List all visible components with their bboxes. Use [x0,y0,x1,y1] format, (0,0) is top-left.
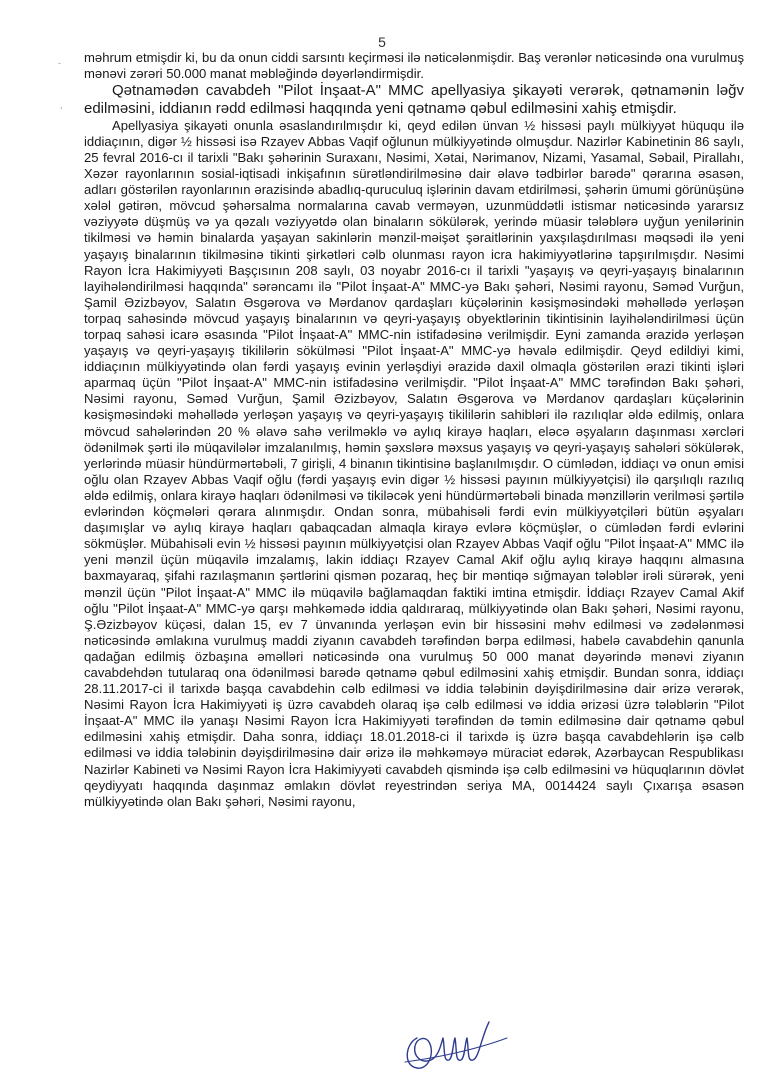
page-number: 5 [378,34,386,50]
margin-mark: , [60,100,63,110]
paragraph-continuation: məhrum etmişdir ki, bu da onun ciddi sarsıntı keçirməsi ilə nəticələnmişdir. Baş verənlər nəticəsində ona vurulmuş mənəvi zərəri 50.000 manat məbləğində dəyərləndirmişdir. [84,50,744,82]
paragraph-appeal-request: Qətnamədən cavabdeh "Pilot İnşaat-A" MMC apellyasiya şikayəti verərək, qətnamənin ləğv edilməsini, iddianın rədd edilməsi haqqında yeni qətnamə qəbul edilməsini xahiş etmişdir. [84,82,744,117]
margin-mark: - [58,58,61,68]
document-body [84,50,744,810]
paragraph-appeal-grounds: Apellyasiya şikayəti onunla əsaslandırılmışdır ki, qeyd edilən ünvan ½ hissəsi paylı mülkiyyət hüququ ilə iddiaçının, digər ½ hissəsi isə Rzayev Abbas Vaqif oğlunun mülkiyyətində olmuşdur. Nazirlər Kabinetinin 86 saylı, 25 fevral 2016-cı il tarixli "Bakı şəhərinin Suraxanı, Nəsimi, Xətai, Nərimanov, Nizami, Yasamal, Səbail, Pirallahı, Xəzər rayonlarının sosial-iqtisadi inkişafının sürətləndirilməsinə dair əlavə tədbirlər barədə" qərarına əsasən, adları göstərilən rayonlarının ərazisində abadlıq-quruculuq işlərinin davam etdirilməsi, şəhərin ümumi görünüşünə xələl gətirən, mövcud şəhərsalma normalarına cavab verməyən, uzunmüddətli istismar nəticəsində yararsız vəziyyətə düşmüş və ya qəzalı vəziyyətdə olan binaların sökülərək, yerində müasir tələblərə uyğun yenilərinin tikilməsi və həmin binalarda yaşayan sakinlərin mənzil-məişət şəraitlərinin yaxşılaşdırılması məqsədi ilə yeni yaşayış binalarının tikilməsinə tikinti şirkətləri cəlb olunması rayon icra hakimiyyətlərinə tapşırılmışdır. Nəsimi Rayon İcra Hakimiyyəti Başçısının 208 saylı, 03 noyabr 2016-cı il tarixli "yaşayış və qeyri-yaşayış binalarının layihələndirilməsi haqqında" sərəncamı ilə "Pilot İnşaat-A" MMC-yə Bakı şəhəri, Nəsimi rayonu, Səməd Vurğun, Şamil Əzizbəyov, Salatın Əsgərova və Mərdanov qardaşları küçələrinin kəsişməsindəki məhəllədə yerləşən torpaq sahəsində mövcud yaşayış binalarının və qeyri-yaşayış obyektlərinin tikintisinin layihələndirilməsi üçün torpaq sahəsi icarə əsasında "Pilot İnşaat-A" MMC-nin istifadəsinə verilmişdir. Eyni zamanda ərazidə yerləşən yaşayış və qeyri-yaşayış tikililərin sökülməsi "Pilot İnşaat-A" MMC-yə həvalə edilmişdir. Qeyd edildiyi kimi, iddiaçının mülkiyyətində olan fərdi yaşayış evinin yerləşdiyi ərazidə daxil olmaqla göstərilən ərazi tikinti işləri aparmaq üçün "Pilot İnşaat-A" MMC-nin istifadəsinə verilmişdir. "Pilot İnşaat-A" MMC tərəfindən Bakı şəhəri, Nəsimi rayonu, Səməd Vurğun, Şamil Əzizbəyov, Salatın Əsgərova və Mərdanov qardaşları küçələrinin kəsişməsindəki məhəllədə yerləşən yaşayış və qeyri-yaşayış tikililərin sahibləri ilə razılıqlar əldə edilmiş, onlara mövcud sahələrindən 20 % əlavə sahə verilməklə və aylıq kirayə haqları, eləcə əşyaların daşınması xərcləri ödənilmək şərti ilə müqavilələr imzalanılmış, həmin şəxslərə məxsus yaşayış və qeyri-yaşayış sahələri sökülərək, yerlərində müasir hündürmərtəbəli, 7 girişli, 4 binanın tikintisinə başlanılmışdır. O cümlədən, iddiaçı və onun əmisi oğlu olan Rzayev Abbas Vaqif oğlu (fərdi yaşayış evin digər ½ hissəsi payının mülkiyyətçisi) ilə qarşılıqlı razılıq əldə edilmiş, onlara kirayə haqları ödənilməsi və tikiləcək yeni hündürmərtəbəli binada mənzillərin verilməsi şərtilə evlərindən köçmələri qərara alınmışdır. Ondan sonra, mübahisəli fərdi evin mülkiyyətçiləri bütün əşyaları daşımışlar və aylıq kirayə haqları qabaqcadan almaqla kirayə evlərə köçmüşlər, o cümlədən fərdi evlərini sökmüşlər. Mübahisəli evin ½ hissəsi payının mülkiyyətçisi olan Rzayev Abbas Vaqif oğlu "Pilot İnşaat-A" MMC ilə yeni mənzil üçün müqavilə imzalamış, lakin iddiaçı Rzayev Camal Akif oğlu aylıq kirayə haqqını almasına baxmayaraq, şifahi razılaşmanın şərtlərini qismən pozaraq, heç bir məntiqə sığmayan tələblər irəli sürərək, yeni mənzil üçün "Pilot İnşaat-A" MMC ilə müqavilə bağlamaqdan faktiki imtina etmişdir. İddiaçı Rzayev Camal Akif oğlu "Pilot İnşaat-A" MMC-yə qarşı məhkəmədə iddia qaldıraraq, mülkiyyətində olan Bakı şəhəri, Nəsimi rayonu, Ş.Əzizbəyov küçəsi, dalan 15, ev 7 ünvanında yerləşən evin bir hissəsini məhv edilməsi və zədələnməsi nəticəsində əmlakına vurulmuş maddi ziyanın cavabdeh tərəfindən bərpa edilməsi, habelə cavabdehin qanunla qadağan edilmiş özbaşına əməlləri nəticəsində ona vurulmuş 50 000 manat dəyərində mənəvi ziyanın cavabdehdən tutularaq ona ödənilməsi barədə qətnamə qəbul edilməsini xahiş etmişdir. Bundan sonra, iddiaçı 28.11.2017-ci il tarixdə başqa cavabdehin cəlb edilməsi və iddia tələbinin dəyişdirilməsinə dair ərizə verərək, Nəsimi Rayon İcra Hakimiyyəti iş üzrə cavabdeh olaraq işə cəlb edilməsi və iddia ərizəsi üzrə tələblərin "Pilot İnşaat-A" MMC ilə yanaşı Nəsimi Rayon İcra Hakimiyyəti tərəfindən də təmin edilməsinə dair qətnamə qəbul edilməsini xahiş etmişdir. Daha sonra, iddiaçı 18.01.2018-ci il tarixdə iş üzrə başqa cavabdehlərin işə cəlb edilməsi və iddia tələbinin dəyişdirilməsinə dair ərizə ilə məhkəməyə müraciət edərək, Azərbaycan Respublikası Nazirlər Kabineti və Nəsimi Rayon İcra Hakimiyyəti cavabdeh qismində işə cəlb edilməsini və hüquqlarının dövlət qeydiyyatı haqqında daşınmaz əmlakın dövlət reyestrindən seriya MA, 0014424 saylı Çıxarışa əsasən mülkiyyətində olan Bakı şəhəri, Nəsimi rayonu, [84,117,744,809]
handwritten-signature-icon [395,1008,515,1074]
